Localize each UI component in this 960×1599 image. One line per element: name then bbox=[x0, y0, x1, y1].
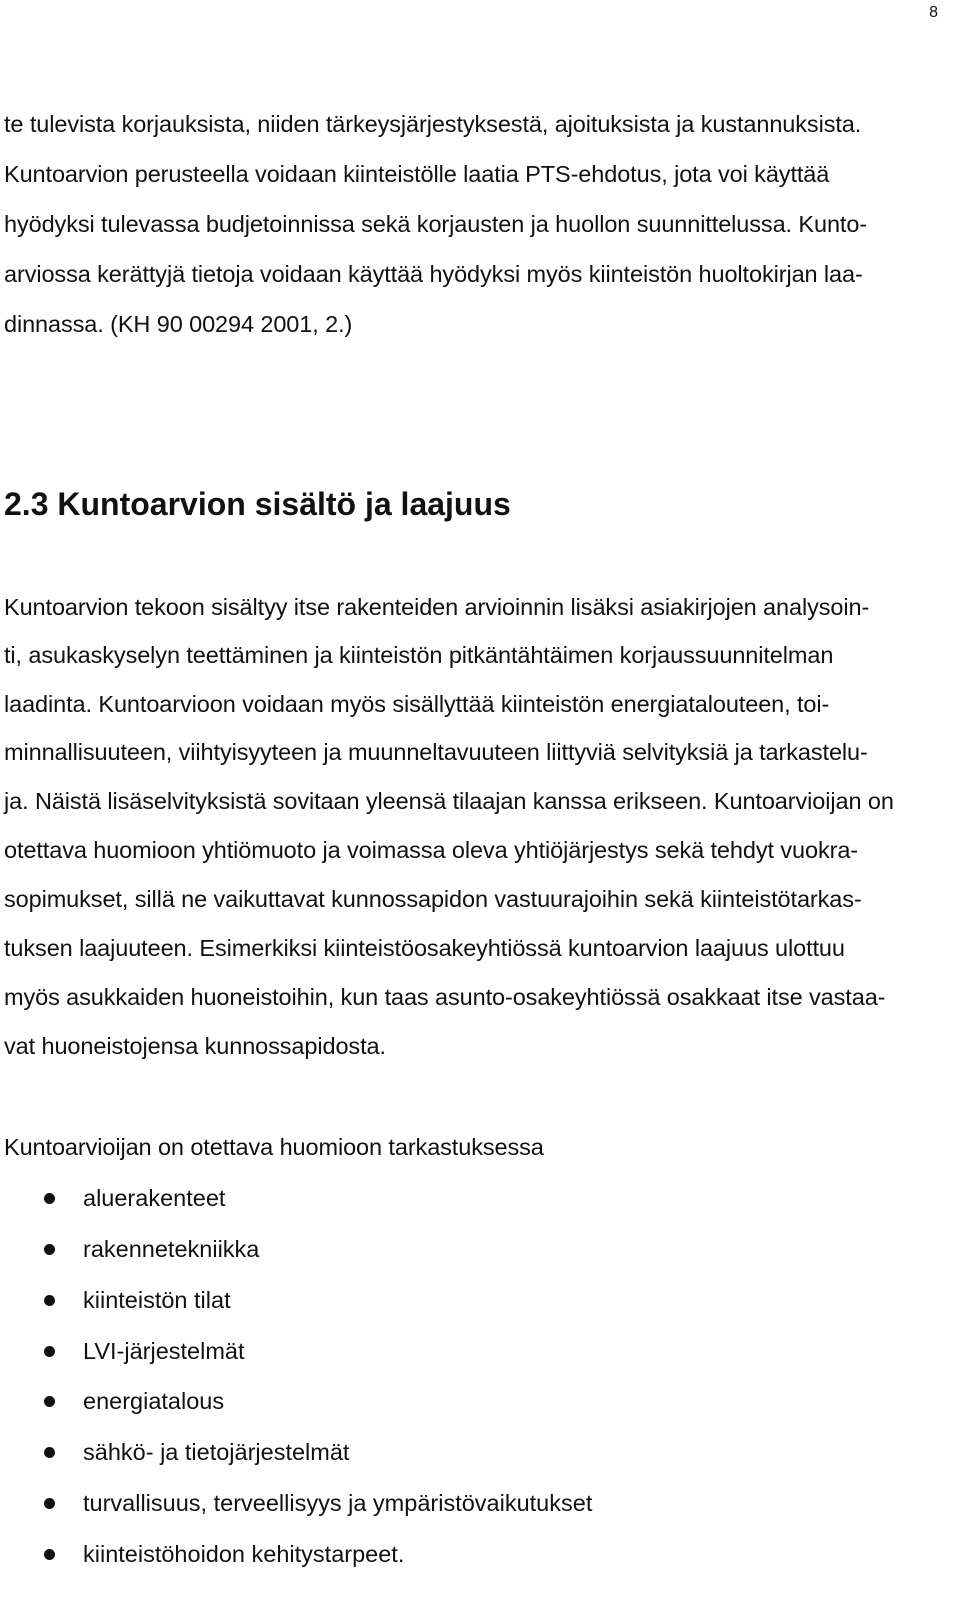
paragraph-2-line: otettava huomioon yhtiömuoto ja voimassa oleva yhtiöjärjestys sekä tehdyt vuokra- bbox=[4, 837, 859, 863]
paragraph-2-line: sopimukset, sillä ne vaikuttavat kunnossapidon vastuurajoihin sekä kiinteistötarkas- bbox=[4, 886, 862, 912]
list-item-text: kiinteistöhoidon kehitystarpeet. bbox=[83, 1541, 405, 1567]
paragraph-1-line: arviossa kerättyjä tietoja voidaan käyttää hyödyksi myös kiinteistön huoltokirjan laa- bbox=[4, 261, 863, 287]
paragraph-2-line: ja. Näistä lisäselvityksistä sovitaan yleensä tilaajan kanssa erikseen. Kuntoarvioijan on bbox=[4, 788, 894, 814]
bullet-icon bbox=[44, 1396, 55, 1407]
page-number: 8 bbox=[929, 4, 938, 21]
list-item-text: rakennetekniikka bbox=[83, 1236, 260, 1262]
section-heading: 2.3 Kuntoarvion sisältö ja laajuus bbox=[4, 486, 511, 522]
paragraph-2-line: myös asukkaiden huoneistoihin, kun taas asunto-osakeyhtiössä osakkaat itse vastaa- bbox=[4, 984, 886, 1010]
list-item-text: turvallisuus, terveellisyys ja ympäristövaikutukset bbox=[83, 1490, 593, 1516]
bullet-icon bbox=[44, 1498, 55, 1509]
paragraph-1-line: te tulevista korjauksista, niiden tärkeysjärjestyksestä, ajoituksista ja kustannuksista. bbox=[4, 111, 862, 137]
bullet-icon bbox=[44, 1447, 55, 1458]
paragraph-1-line: Kuntoarvion perusteella voidaan kiinteistölle laatia PTS-ehdotus, jota voi käyttää bbox=[4, 161, 830, 187]
paragraph-1-line: hyödyksi tulevassa budjetoinnissa sekä korjausten ja huollon suunnittelussa. Kunto- bbox=[4, 211, 868, 237]
paragraph-1-line: dinnassa. (KH 90 00294 2001, 2.) bbox=[4, 311, 353, 337]
list-item-text: energiatalous bbox=[83, 1388, 225, 1414]
bullet-icon bbox=[44, 1346, 55, 1357]
list-item-text: kiinteistön tilat bbox=[83, 1287, 231, 1313]
paragraph-2-line: ti, asukaskyselyn teettäminen ja kiinteistön pitkäntähtäimen korjaussuunnitelman bbox=[4, 642, 834, 668]
paragraph-2-line: laadinta. Kuntoarvioon voidaan myös sisällyttää kiinteistön energiatalouteen, toi- bbox=[4, 691, 830, 717]
list-intro: Kuntoarvioijan on otettava huomioon tarkastuksessa bbox=[4, 1134, 544, 1160]
bullet-icon bbox=[44, 1295, 55, 1306]
bullet-icon bbox=[44, 1244, 55, 1255]
bullet-icon bbox=[44, 1193, 55, 1204]
paragraph-2-line: minnallisuuteen, viihtyisyyteen ja muunneltavuuteen liittyviä selvityksiä ja tarkastelu- bbox=[4, 739, 868, 765]
list-item-text: LVI-järjestelmät bbox=[83, 1338, 245, 1364]
list-item-text: sähkö- ja tietojärjestelmät bbox=[83, 1439, 350, 1465]
list-item-text: aluerakenteet bbox=[83, 1185, 226, 1211]
paragraph-2-line: Kuntoarvion tekoon sisältyy itse rakenteiden arvioinnin lisäksi asiakirjojen analysoin- bbox=[4, 594, 870, 620]
bullet-icon bbox=[44, 1549, 55, 1560]
paragraph-2-line: vat huoneistojensa kunnossapidosta. bbox=[4, 1033, 386, 1059]
paragraph-2-line: tuksen laajuuteen. Esimerkiksi kiinteistöosakeyhtiössä kuntoarvion laajuus ulottuu bbox=[4, 935, 845, 961]
